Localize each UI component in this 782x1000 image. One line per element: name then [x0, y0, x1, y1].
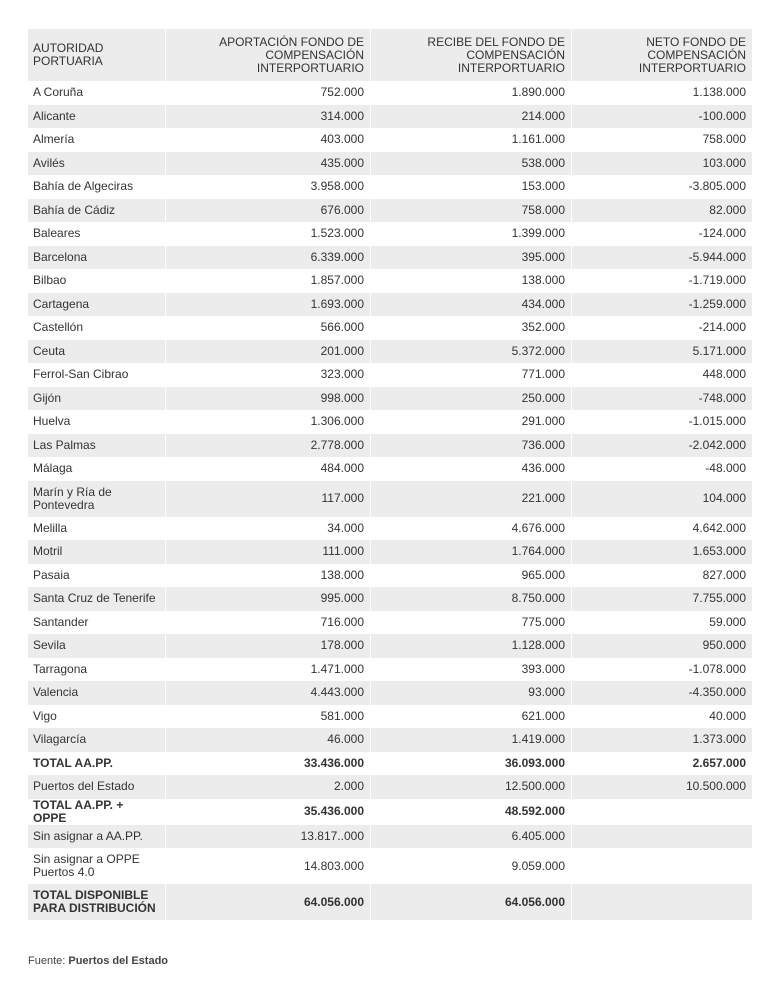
cell-aportacion: 13.817..000 — [166, 825, 370, 849]
cell-neto: -100.000 — [572, 105, 752, 129]
cell-neto: 448.000 — [702, 367, 746, 382]
cell-neto: -214.000 — [698, 320, 746, 335]
cell-recibe: 250.000 — [371, 387, 571, 411]
cell-aportacion: 117.000 — [166, 481, 370, 517]
cell-recibe: 538.000 — [371, 152, 571, 176]
cell-aportacion: 403.000 — [320, 132, 364, 147]
cell-recibe: 138.000 — [521, 273, 565, 288]
cell-autoridad: TOTAL AA.PP. + OPPE — [33, 797, 124, 825]
cell-aportacion: 4.443.000 — [166, 681, 370, 705]
cell-recibe: 8.750.000 — [371, 587, 571, 611]
cell-autoridad: Cartagena — [28, 293, 165, 317]
cell-autoridad: Ferrol-San Cibrao — [33, 367, 129, 382]
cell-neto: -1.719.000 — [688, 273, 746, 288]
cell-neto: -124.000 — [698, 226, 746, 241]
table-row — [28, 681, 752, 705]
cell-neto: -1.259.000 — [572, 293, 752, 317]
cell-recibe: 393.000 — [521, 661, 565, 676]
cell-recibe: 93.000 — [371, 681, 571, 705]
cell-autoridad: A Coruña — [33, 85, 84, 100]
cell-aportacion: 581.000 — [320, 708, 364, 723]
cell-aportacion: 435.000 — [166, 152, 370, 176]
cell-recibe: 1.161.000 — [511, 132, 565, 147]
cell-autoridad: Castellón — [33, 320, 84, 335]
cell-neto: 758.000 — [702, 132, 746, 147]
cell-aportacion: 752.000 — [320, 85, 364, 100]
cell-recibe: 1.399.000 — [511, 226, 565, 241]
source-label: Fuente: — [28, 955, 66, 967]
cell-recibe: 1.419.000 — [371, 728, 571, 752]
cell-aportacion: 2.778.000 — [166, 434, 370, 458]
cell-aportacion: 1.693.000 — [166, 293, 370, 317]
cell-aportacion: 14.803.000 — [303, 858, 364, 873]
cell-neto: -748.000 — [572, 387, 752, 411]
cell-autoridad: Tarragona — [33, 661, 88, 676]
cell-autoridad: Alicante — [28, 105, 165, 129]
cell-autoridad: Bilbao — [33, 273, 67, 288]
cell-autoridad: Las Palmas — [28, 434, 165, 458]
table-body — [28, 81, 752, 920]
cell-recibe: 36.093.000 — [504, 755, 565, 770]
cell-recibe: 1.764.000 — [371, 540, 571, 564]
table-row — [28, 269, 752, 293]
cell-recibe: 214.000 — [371, 105, 571, 129]
cell-neto: 950.000 — [572, 634, 752, 658]
cell-autoridad: Sin asignar a AA.PP. — [28, 825, 165, 849]
table-row — [28, 316, 752, 340]
header-autoridad-portuaria: AUTORIDAD PORTUARIA — [28, 29, 165, 81]
cell-autoridad: Vilagarcía — [28, 728, 165, 752]
cell-autoridad: Bahía de Algeciras — [33, 179, 134, 194]
table-row — [28, 340, 752, 364]
cell-aportacion: 323.000 — [320, 367, 364, 382]
table-row — [28, 775, 752, 799]
cell-aportacion: 1.523.000 — [310, 226, 364, 241]
cell-neto: -4.350.000 — [572, 681, 752, 705]
cell-autoridad: Santander — [33, 614, 89, 629]
table-row — [28, 587, 752, 611]
cell-recibe: 6.405.000 — [371, 825, 571, 849]
cell-neto: -1.015.000 — [688, 414, 746, 429]
header-neto: NETO FONDO DE COMPENSACIÓN INTERPORTUARIO — [572, 29, 752, 81]
cell-aportacion: 46.000 — [166, 728, 370, 752]
cell-aportacion: 34.000 — [327, 520, 364, 535]
cell-neto: 40.000 — [709, 708, 746, 723]
cell-aportacion: 566.000 — [320, 320, 364, 335]
cell-autoridad: Barcelona — [28, 246, 165, 270]
cell-neto — [572, 799, 752, 825]
cell-neto: 827.000 — [702, 567, 746, 582]
table-row — [28, 293, 752, 317]
table-row — [28, 634, 752, 658]
cell-neto: 1.138.000 — [692, 85, 746, 100]
table-row — [28, 658, 752, 682]
cell-autoridad: Ceuta — [28, 340, 165, 364]
cell-neto — [572, 884, 752, 920]
table-row — [28, 540, 752, 564]
cell-autoridad: TOTAL DISPONIBLE PARA DISTRIBUCIÓN — [28, 884, 165, 920]
cell-aportacion: 676.000 — [166, 199, 370, 223]
cell-recibe: 775.000 — [521, 614, 565, 629]
cell-neto: 10.500.000 — [572, 775, 752, 799]
cell-autoridad: Málaga — [33, 461, 73, 476]
cell-recibe: 48.592.000 — [504, 804, 565, 818]
cell-recibe: 12.500.000 — [371, 775, 571, 799]
table-row — [28, 222, 752, 246]
cell-recibe: 5.372.000 — [371, 340, 571, 364]
cell-recibe: 352.000 — [521, 320, 565, 335]
table-row — [28, 825, 752, 849]
cell-neto: 1.653.000 — [572, 540, 752, 564]
cell-autoridad: Puertos del Estado — [28, 775, 165, 799]
header-aportacion: APORTACIÓN FONDO DE COMPENSACIÓN INTERPORTUARIO — [166, 29, 370, 81]
table-row — [28, 175, 752, 199]
table-row — [28, 152, 752, 176]
table-container — [28, 29, 752, 920]
cell-autoridad: Avilés — [28, 152, 165, 176]
cell-neto: -1.078.000 — [688, 661, 746, 676]
table-row — [28, 611, 752, 635]
cell-aportacion: 995.000 — [166, 587, 370, 611]
table-row — [28, 752, 752, 776]
cell-recibe: 436.000 — [521, 461, 565, 476]
table-row — [28, 728, 752, 752]
table-row — [28, 434, 752, 458]
cell-aportacion: 3.958.000 — [310, 179, 364, 194]
cell-neto — [572, 825, 752, 849]
table-row — [28, 517, 752, 541]
cell-recibe: 736.000 — [371, 434, 571, 458]
cell-recibe: 758.000 — [371, 199, 571, 223]
header-recibe: RECIBE DEL FONDO DE COMPENSACIÓN INTERPORTUARIO — [371, 29, 571, 81]
cell-autoridad: Almería — [33, 132, 75, 147]
table-row — [28, 884, 752, 920]
cell-autoridad: Motril — [28, 540, 165, 564]
cell-recibe: 9.059.000 — [511, 858, 565, 873]
cell-autoridad: Sevila — [28, 634, 165, 658]
cell-neto: 7.755.000 — [572, 587, 752, 611]
cell-aportacion: 35.436.000 — [303, 804, 364, 818]
cell-recibe: 4.676.000 — [511, 520, 565, 535]
cell-neto: 59.000 — [709, 614, 746, 629]
cell-autoridad: Baleares — [33, 226, 81, 241]
cell-aportacion: 64.056.000 — [166, 884, 370, 920]
cell-neto: 82.000 — [572, 199, 752, 223]
table-row — [28, 481, 752, 517]
table-row — [28, 363, 752, 387]
cell-neto: -2.042.000 — [572, 434, 752, 458]
data-table — [27, 29, 753, 920]
cell-neto: 4.642.000 — [692, 520, 746, 535]
table-row — [28, 410, 752, 434]
cell-recibe: 64.056.000 — [371, 884, 571, 920]
cell-aportacion: 6.339.000 — [166, 246, 370, 270]
table-row — [28, 799, 752, 825]
cell-autoridad: Sin asignar a OPPE Puertos 4.0 — [33, 852, 140, 879]
cell-aportacion: 484.000 — [320, 461, 364, 476]
table-row — [28, 705, 752, 729]
cell-recibe: 621.000 — [521, 708, 565, 723]
cell-autoridad: Valencia — [28, 681, 165, 705]
cell-recibe: 1.890.000 — [511, 85, 565, 100]
cell-autoridad: Huelva — [33, 414, 71, 429]
cell-recibe: 771.000 — [521, 367, 565, 382]
cell-autoridad: Marín y Ría de Pontevedra — [28, 481, 165, 517]
source-value: Puertos del Estado — [68, 955, 169, 967]
table-row — [28, 128, 752, 152]
cell-neto: 103.000 — [572, 152, 752, 176]
cell-autoridad: Santa Cruz de Tenerife — [28, 587, 165, 611]
cell-recibe: 395.000 — [371, 246, 571, 270]
cell-neto: 1.373.000 — [572, 728, 752, 752]
cell-aportacion: 1.471.000 — [310, 661, 364, 676]
table-row — [28, 457, 752, 481]
table-row — [28, 81, 752, 105]
cell-aportacion: 314.000 — [166, 105, 370, 129]
cell-recibe: 434.000 — [371, 293, 571, 317]
cell-autoridad: Melilla — [33, 520, 68, 535]
table-row — [28, 564, 752, 588]
table-row — [28, 105, 752, 129]
cell-autoridad: TOTAL AA.PP. — [33, 755, 114, 770]
cell-aportacion: 111.000 — [166, 540, 370, 564]
cell-aportacion: 2.000 — [166, 775, 370, 799]
table-row — [28, 387, 752, 411]
header-row — [28, 29, 752, 81]
cell-recibe: 965.000 — [521, 567, 565, 582]
cell-aportacion: 138.000 — [320, 567, 364, 582]
table-row — [28, 848, 752, 884]
cell-aportacion: 1.857.000 — [310, 273, 364, 288]
source-note — [28, 955, 168, 967]
cell-autoridad: Gijón — [28, 387, 165, 411]
cell-recibe: 1.128.000 — [371, 634, 571, 658]
cell-neto: 2.657.000 — [692, 755, 746, 770]
cell-autoridad: Bahía de Cádiz — [28, 199, 165, 223]
cell-autoridad: Pasaia — [33, 567, 70, 582]
cell-aportacion: 178.000 — [166, 634, 370, 658]
cell-neto: -48.000 — [705, 461, 746, 476]
cell-neto: 104.000 — [572, 481, 752, 517]
table-row — [28, 199, 752, 223]
cell-aportacion: 998.000 — [166, 387, 370, 411]
cell-neto: -3.805.000 — [688, 179, 746, 194]
cell-neto: 5.171.000 — [572, 340, 752, 364]
cell-aportacion: 716.000 — [320, 614, 364, 629]
cell-recibe: 291.000 — [521, 414, 565, 429]
cell-aportacion: 33.436.000 — [303, 755, 364, 770]
cell-recibe: 221.000 — [371, 481, 571, 517]
cell-recibe: 153.000 — [521, 179, 565, 194]
cell-aportacion: 1.306.000 — [310, 414, 364, 429]
cell-neto: -5.944.000 — [572, 246, 752, 270]
cell-autoridad: Vigo — [33, 708, 57, 723]
table-row — [28, 246, 752, 270]
cell-neto — [572, 848, 752, 884]
cell-aportacion: 201.000 — [166, 340, 370, 364]
